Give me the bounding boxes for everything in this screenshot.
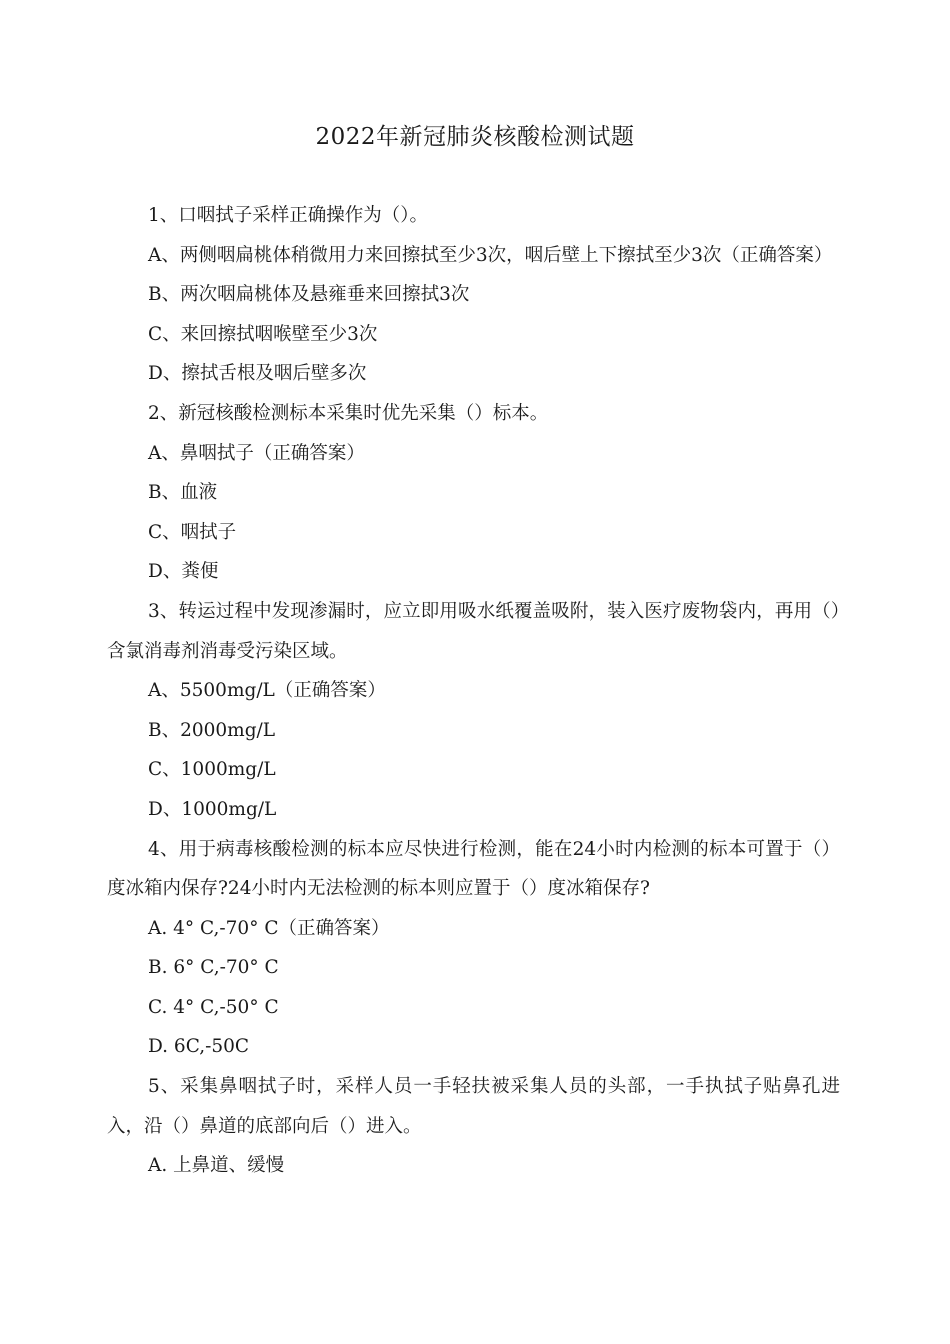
question-3-option-a: A、5500mg/L（正确答案） <box>148 680 386 702</box>
question-5-option-a: A. 上鼻道、缓慢 <box>148 1155 285 1177</box>
question-2-option-c: C、咽拭子 <box>148 521 237 543</box>
question-3-option-d: D、1000mg/L <box>148 798 277 820</box>
question-1-option-d: D、擦拭舌根及咽后壁多次 <box>148 363 367 385</box>
document-title: 2022年新冠肺炎核酸检测试题 <box>315 124 635 150</box>
question-4-option-d: D. 6C,-50C <box>148 1036 250 1058</box>
document-body <box>107 196 840 1186</box>
question-2-stem: 2、新冠核酸检测标本采集时优先采集（）标本。 <box>148 402 549 424</box>
question-2-option-a: A、鼻咽拭子（正确答案） <box>148 442 365 464</box>
question-4-option-b: B. 6° C,-70° C <box>148 957 279 979</box>
question-3-stem: 3、转运过程中发现渗漏时，应立即用吸水纸覆盖吸附，装入医疗废物袋内，再用（）含氯消毒剂消毒受污染区域。 <box>107 600 840 662</box>
question-1-option-c: C、来回擦拭咽喉壁至少3次 <box>148 323 378 345</box>
question-1-option-b: B、两次咽扁桃体及悬雍垂来回擦拭3次 <box>148 284 470 306</box>
question-3-option-b: B、2000mg/L <box>148 719 276 741</box>
question-1-option-a: A、两侧咽扁桃体稍微用力来回擦拭至少3次，咽后壁上下擦拭至少3次（正确答案） <box>148 244 833 266</box>
question-1-stem: 1、口咽拭子采样正确操作为（）。 <box>148 205 429 226</box>
question-5-stem: 5、采集鼻咽拭子时，采样人员一手轻扶被采集人员的头部，一手执拭子贴鼻孔进入，沿（）鼻道的底部向后（）进入。 <box>107 1076 840 1137</box>
question-2-option-b: B、血液 <box>148 482 218 504</box>
question-4-stem: 4、用于病毒核酸检测的标本应尽快进行检测，能在24小时内检测的标本可置于（）度冰箱内保存?24小时内无法检测的标本则应置于（）度冰箱保存? <box>107 838 840 900</box>
question-4-option-a: A. 4° C,-70° C（正确答案） <box>148 917 390 939</box>
question-2-option-d: D、粪便 <box>148 561 219 583</box>
question-4-option-c: C. 4° C,-50° C <box>148 996 279 1018</box>
question-3-option-c: C、1000mg/L <box>148 759 276 781</box>
